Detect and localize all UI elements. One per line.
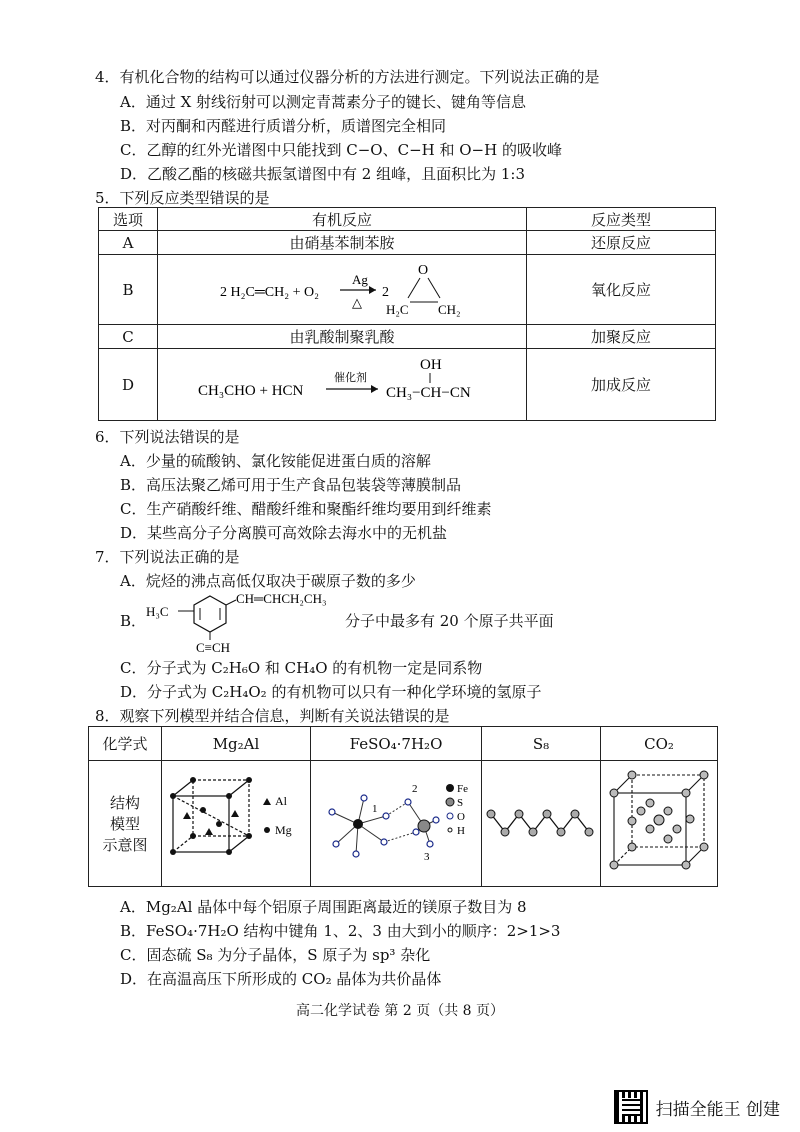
q8-header-mg2al: Mg₂Al bbox=[162, 727, 311, 761]
q5-row-c-option: C bbox=[99, 325, 158, 349]
q5-header-type: 反应类型 bbox=[527, 208, 716, 231]
legend-fe: Fe bbox=[457, 782, 468, 795]
h-legend-marker bbox=[448, 828, 452, 832]
mg2al-model-cell bbox=[162, 761, 311, 887]
scanner-watermark bbox=[614, 1090, 780, 1124]
rxn-b-catalyst: Ag bbox=[352, 271, 368, 287]
row-label-line: 示意图 bbox=[102, 836, 148, 854]
co2-model-cell bbox=[601, 761, 718, 887]
s-legend-marker bbox=[446, 798, 454, 806]
q8-option-c: C．固态硫 S₈ 为分子晶体，S 原子为 sp³ 杂化 bbox=[120, 946, 431, 964]
epoxide-bond-right bbox=[428, 278, 440, 298]
rxn-d-rhs: CH₃−CH−CN bbox=[386, 384, 471, 401]
substituent-bond bbox=[226, 600, 236, 605]
rxn-b-lhs: 2 H₂C═CH₂ + O₂ bbox=[220, 284, 319, 300]
q8-table bbox=[88, 726, 718, 887]
epoxide-bond-left bbox=[408, 278, 420, 298]
row-label-line: 模型 bbox=[109, 815, 140, 833]
fe-legend-marker bbox=[446, 784, 454, 792]
q8-header-formula: 化学式 bbox=[89, 727, 162, 761]
q8-stem: 8．观察下列模型并结合信息，判断有关说法错误的是 bbox=[95, 707, 450, 725]
q7-option-b-label: B． bbox=[120, 612, 147, 630]
q7-structure bbox=[140, 586, 340, 654]
qr-code-icon bbox=[614, 1090, 648, 1124]
s-atom bbox=[418, 820, 430, 832]
benzene-ring bbox=[194, 596, 226, 632]
q7-option-d: D．分子式为 C₂H₄O₂ 的有机物可以只有一种化学环境的氢原子 bbox=[120, 683, 542, 701]
q5-row-a-type: 还原反应 bbox=[527, 231, 716, 255]
ethynyl-substituent: C≡CH bbox=[196, 640, 231, 654]
epoxide-ch2-left: H₂C bbox=[386, 301, 409, 317]
page-footer: 高二化学试卷 第 2 页（共 8 页） bbox=[295, 1003, 505, 1019]
q6-option-a: A．少量的硫酸钠、氯化铵能促进蛋白质的溶解 bbox=[120, 452, 431, 470]
q6-stem: 6．下列说法错误的是 bbox=[95, 428, 240, 446]
q5-header-reaction: 有机反应 bbox=[158, 208, 527, 231]
methyl-substituent: H₃C bbox=[146, 604, 169, 619]
mg-legend-marker bbox=[264, 827, 270, 833]
q7-stem: 7．下列说法正确的是 bbox=[95, 548, 240, 566]
feso4-hydrate-model bbox=[312, 762, 480, 882]
q4-stem: 4．有机化合物的结构可以通过仪器分析的方法进行测定。下列说法正确的是 bbox=[95, 68, 600, 86]
q4-option-c: C．乙醇的红外光谱图中只能找到 C−O、C−H 和 O−H 的吸收峰 bbox=[120, 141, 562, 159]
q5-stem: 5．下列反应类型错误的是 bbox=[95, 189, 270, 207]
legend-al: Al bbox=[275, 793, 287, 808]
q4-option-d: D．乙酸乙酯的核磁共振氢谱图中有 2 组峰，且面积比为 1:3 bbox=[120, 165, 526, 183]
scanner-brand-text: 扫描全能王 创建 bbox=[655, 1099, 780, 1120]
q5-row-d-option: D bbox=[99, 349, 158, 421]
q5-table bbox=[98, 207, 716, 421]
q7-option-b-text: 分子中最多有 20 个原子共平面 bbox=[345, 612, 554, 630]
rxn-b-coef: 2 bbox=[382, 284, 389, 300]
q5-row-c-type: 加聚反应 bbox=[527, 325, 716, 349]
fe-atom bbox=[353, 819, 363, 829]
q5-row-d-reaction bbox=[158, 349, 527, 421]
q5-row-a-reaction: 由硝基苯制苯胺 bbox=[158, 231, 527, 255]
q8-header-co2: CO₂ bbox=[601, 727, 718, 761]
q8-row-label bbox=[89, 761, 162, 887]
q6-option-d: D．某些高分子分离膜可高效除去海水中的无机盐 bbox=[120, 524, 448, 542]
q8-option-b: B．FeSO₄·7H₂O 结构中键角 1、2、3 由大到小的顺序：2>1>3 bbox=[120, 922, 561, 940]
q5-header-option: 选项 bbox=[99, 208, 158, 231]
rxn-d-catalyst: 催化剂 bbox=[334, 371, 367, 384]
co2-crystal-model bbox=[604, 763, 714, 881]
q7-option-a: A．烷烃的沸点高低仅取决于碳原子数的多少 bbox=[120, 572, 416, 590]
mg2al-crystal-model bbox=[163, 762, 309, 882]
q8-header-feso4: FeSO₄·7H₂O bbox=[311, 727, 482, 761]
q5-row-b-type: 氧化反应 bbox=[527, 255, 716, 325]
s8-ring-model bbox=[483, 792, 599, 852]
rxn-d-oh: OH bbox=[420, 356, 442, 373]
epoxide-ch2-right: CH₂ bbox=[438, 301, 461, 317]
q4-option-b: B．对丙酮和丙醛进行质谱分析，质谱图完全相同 bbox=[120, 117, 447, 135]
cyanohydrin-equation bbox=[182, 351, 502, 415]
q7-option-c: C．分子式为 C₂H₆O 和 CH₄O 的有机物一定是同系物 bbox=[120, 659, 483, 677]
al-atoms bbox=[183, 810, 239, 835]
legend-s: S bbox=[457, 796, 464, 809]
q8-option-d: D．在高温高压下所形成的 CO₂ 晶体为共价晶体 bbox=[120, 970, 442, 988]
vinyl-substituent: CH═CHCH₂CH₃ bbox=[236, 591, 327, 606]
q8-option-a: A．Mg₂Al 晶体中每个铝原子周围距离最近的镁原子数目为 8 bbox=[120, 898, 527, 916]
q5-row-d-type: 加成反应 bbox=[527, 349, 716, 421]
row-label-line: 结构 bbox=[109, 794, 140, 812]
al-legend-marker bbox=[263, 798, 271, 805]
angle-label-1: 1 bbox=[372, 802, 378, 815]
epoxidation-equation bbox=[192, 256, 492, 320]
q6-option-b: B．高压法聚乙烯可用于生产食品包装袋等薄膜制品 bbox=[120, 476, 462, 494]
q6-option-c: C．生产硝酸纤维、醋酸纤维和聚酯纤维均要用到纤维素 bbox=[120, 500, 492, 518]
legend-mg: Mg bbox=[275, 822, 292, 837]
angle-label-3: 3 bbox=[424, 850, 430, 863]
q4-option-a: A．通过 X 射线衍射可以测定青蒿素分子的键长、键角等信息 bbox=[120, 93, 527, 111]
angle-label-2: 2 bbox=[412, 782, 418, 795]
rxn-b-heat: △ bbox=[352, 294, 362, 310]
legend-o: O bbox=[457, 810, 465, 823]
o-legend-marker bbox=[447, 813, 453, 819]
legend-h: H bbox=[457, 824, 465, 837]
s8-model-cell bbox=[482, 761, 601, 887]
rxn-d-lhs: CH₃CHO + HCN bbox=[198, 382, 304, 399]
arrow-head bbox=[369, 286, 376, 294]
q8-header-s8: S₈ bbox=[482, 727, 601, 761]
arrow-head bbox=[371, 385, 378, 393]
epoxide-oxygen: O bbox=[418, 262, 429, 278]
q5-row-a-option: A bbox=[99, 231, 158, 255]
feso4-model-cell bbox=[311, 761, 482, 887]
q5-row-b-option: B bbox=[99, 255, 158, 325]
q5-row-b-reaction bbox=[158, 255, 527, 325]
q5-row-c-reaction: 由乳酸制聚乳酸 bbox=[158, 325, 527, 349]
